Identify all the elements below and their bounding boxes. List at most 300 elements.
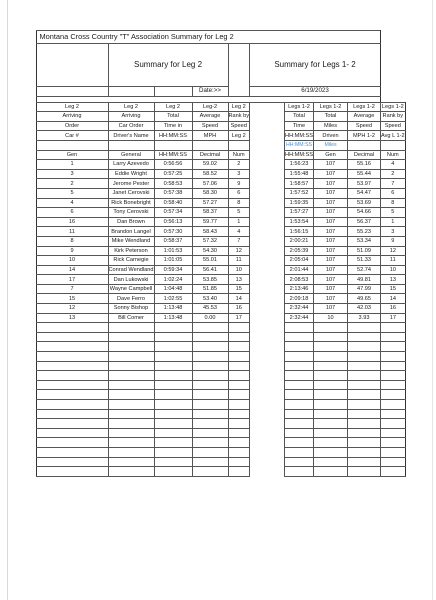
table-cell — [348, 380, 381, 390]
table-cell: Dave Ferro — [108, 294, 154, 304]
blank-left — [10, 150, 36, 160]
table-cell: Dan Brown — [108, 217, 154, 227]
spacer — [228, 44, 250, 87]
table-cell — [348, 419, 381, 429]
table-cell: Leg 2 — [228, 131, 250, 141]
table-cell: 16 — [228, 304, 250, 314]
table-row — [10, 275, 405, 285]
spacer — [250, 198, 285, 208]
blank-left — [10, 447, 36, 457]
blank-left — [10, 256, 36, 266]
table-cell — [154, 361, 192, 371]
table-cell: 2:13:46 — [285, 284, 314, 294]
table-cell — [36, 428, 108, 438]
table-cell: Legs 1-2 — [348, 102, 381, 112]
empty-row — [10, 342, 405, 352]
table-cell — [381, 447, 406, 457]
table-row — [10, 294, 405, 304]
table-cell — [285, 400, 314, 410]
table-cell: 6 — [381, 188, 406, 198]
empty-row — [10, 457, 405, 467]
spacer — [250, 112, 285, 122]
table-cell: 51.33 — [348, 256, 381, 266]
table-cell: 14 — [381, 294, 406, 304]
spacer — [250, 188, 285, 198]
table-cell: 49.65 — [348, 294, 381, 304]
blank-left — [10, 246, 36, 256]
blank-left — [10, 400, 36, 410]
table-cell — [228, 140, 250, 150]
table-cell — [348, 342, 381, 352]
table-cell: Leg 2 — [154, 102, 192, 112]
table-cell — [348, 438, 381, 448]
table-cell: 1:55:48 — [285, 169, 314, 179]
table-cell — [192, 323, 228, 333]
table-cell — [285, 419, 314, 429]
blank-left — [10, 284, 36, 294]
table-cell — [285, 428, 314, 438]
summary-sheet — [10, 30, 430, 590]
spacer — [250, 457, 285, 467]
table-cell: 0:58:37 — [154, 236, 192, 246]
table-cell: Speed — [192, 121, 228, 131]
table-cell: 2 — [381, 169, 406, 179]
table-cell — [348, 323, 381, 333]
table-cell: 1 — [36, 160, 108, 170]
table-cell: Leg-2 — [192, 102, 228, 112]
table-cell — [285, 409, 314, 419]
table-cell: Total — [285, 112, 314, 122]
table-cell: 5 — [36, 188, 108, 198]
table-cell: 2:32:44 — [285, 304, 314, 314]
spacer — [250, 390, 285, 400]
table-cell — [381, 457, 406, 467]
table-cell: 17 — [36, 275, 108, 285]
table-cell — [36, 467, 108, 477]
table-cell: 0:56:13 — [154, 217, 192, 227]
table-cell: Bill Comer — [108, 313, 154, 323]
table-cell — [36, 390, 108, 400]
table-cell: Legs 1-2 — [285, 102, 314, 112]
table-cell: 7 — [228, 236, 250, 246]
table-cell — [285, 467, 314, 477]
empty-row — [10, 419, 405, 429]
empty-row — [10, 438, 405, 448]
table-cell — [36, 419, 108, 429]
table-row — [10, 227, 405, 237]
table-cell — [314, 457, 348, 467]
table-cell: 1:13:48 — [154, 304, 192, 314]
table-cell — [381, 342, 406, 352]
table-cell: Speed — [381, 121, 406, 131]
table-cell — [154, 390, 192, 400]
table-cell — [228, 390, 250, 400]
table-cell — [381, 352, 406, 362]
table-cell: 54.30 — [192, 246, 228, 256]
table-cell: 14 — [36, 265, 108, 275]
table-cell — [228, 447, 250, 457]
table-cell — [192, 342, 228, 352]
table-cell — [192, 140, 228, 150]
empty-row — [10, 409, 405, 419]
table-cell: General — [108, 150, 154, 160]
table-cell: 2:00:21 — [285, 236, 314, 246]
spacer — [250, 332, 285, 342]
table-cell: MPH — [192, 131, 228, 141]
table-cell: 0:57:25 — [154, 169, 192, 179]
table-cell — [108, 428, 154, 438]
table-cell: 57.27 — [192, 198, 228, 208]
table-cell: 107 — [314, 217, 348, 227]
blank-left — [10, 352, 36, 362]
spacer — [250, 160, 285, 170]
table-cell: 107 — [314, 256, 348, 266]
table-cell: 8 — [228, 198, 250, 208]
table-cell: 4 — [381, 160, 406, 170]
table-cell — [192, 409, 228, 419]
table-cell — [192, 390, 228, 400]
spacer — [250, 438, 285, 448]
table-cell — [192, 457, 228, 467]
empty-row — [10, 380, 405, 390]
table-cell — [108, 409, 154, 419]
spacer — [250, 121, 285, 131]
table-cell — [285, 361, 314, 371]
table-cell: 9 — [36, 246, 108, 256]
blank-left — [10, 275, 36, 285]
column-header-row — [10, 150, 405, 160]
table-cell — [228, 323, 250, 333]
table-cell — [285, 457, 314, 467]
table-cell — [228, 342, 250, 352]
blank-left — [10, 342, 36, 352]
table-cell: 8 — [381, 198, 406, 208]
table-cell: Total — [314, 112, 348, 122]
spacer — [250, 294, 285, 304]
spacer — [250, 313, 285, 323]
table-cell — [314, 409, 348, 419]
table-cell — [381, 323, 406, 333]
table-cell — [285, 390, 314, 400]
header-row — [10, 121, 405, 131]
table-cell: 12 — [381, 246, 406, 256]
table-cell: 47.99 — [348, 284, 381, 294]
table-cell — [228, 467, 250, 477]
table-cell: Rick Bonebright — [108, 198, 154, 208]
table-cell: Average — [192, 112, 228, 122]
table-cell — [314, 323, 348, 333]
table-cell: 12 — [36, 304, 108, 314]
table-cell: Gen — [314, 150, 348, 160]
table-cell — [192, 419, 228, 429]
table-cell — [314, 438, 348, 448]
table-cell — [314, 380, 348, 390]
table-cell — [36, 352, 108, 362]
table-cell — [228, 400, 250, 410]
table-cell — [348, 428, 381, 438]
table-cell — [285, 323, 314, 333]
table-row — [10, 198, 405, 208]
table-cell: Eddie Wright — [108, 169, 154, 179]
table-cell: 11 — [381, 256, 406, 266]
table-cell — [36, 332, 108, 342]
blank-left — [10, 323, 36, 333]
table-cell: 107 — [314, 284, 348, 294]
blank-left — [10, 169, 36, 179]
table-cell: 107 — [314, 304, 348, 314]
table-cell: 16 — [36, 217, 108, 227]
table-cell — [108, 380, 154, 390]
table-cell: 2 — [228, 160, 250, 170]
spacer — [250, 169, 285, 179]
table-cell: 13 — [381, 275, 406, 285]
table-cell: 53.85 — [192, 275, 228, 285]
blank-left — [10, 121, 36, 131]
blank-left — [10, 236, 36, 246]
table-cell: 1:58:57 — [285, 179, 314, 189]
spacer — [250, 236, 285, 246]
blank-left — [10, 160, 36, 170]
table-cell — [192, 467, 228, 477]
summary-legs12-heading: Summary for Legs 1- 2 — [250, 44, 381, 87]
table-cell: 59.77 — [192, 217, 228, 227]
table-cell: 55.01 — [192, 256, 228, 266]
table-cell: 11 — [228, 256, 250, 266]
table-cell: 1:57:27 — [285, 208, 314, 218]
table-cell: Arriving — [36, 112, 108, 122]
table-cell: 10 — [36, 256, 108, 266]
table-cell — [108, 323, 154, 333]
table-cell: 0.00 — [192, 313, 228, 323]
empty-row — [10, 352, 405, 362]
table-cell: 6 — [36, 208, 108, 218]
table-cell: Speed — [348, 121, 381, 131]
table-cell — [192, 400, 228, 410]
table-cell: HH:MM:SS — [154, 131, 192, 141]
blank-left — [10, 390, 36, 400]
table-cell: Wayne Campbell — [109, 286, 153, 293]
empty-row — [10, 390, 405, 400]
table-cell — [154, 447, 192, 457]
blank-left — [10, 44, 36, 87]
table-cell: Larry Azevedo — [108, 160, 154, 170]
table-cell — [108, 342, 154, 352]
table-cell — [314, 447, 348, 457]
table-cell: Tony Cerovski — [108, 208, 154, 218]
table-row — [10, 246, 405, 256]
table-cell — [314, 361, 348, 371]
table-cell — [285, 371, 314, 381]
table-cell — [285, 352, 314, 362]
blank-cell — [108, 87, 154, 97]
table-cell: 55.23 — [348, 227, 381, 237]
blank-left — [10, 227, 36, 237]
table-cell: 42.03 — [348, 304, 381, 314]
table-cell: 15 — [228, 284, 250, 294]
table-cell — [314, 400, 348, 410]
table-row — [10, 284, 405, 294]
table-cell — [381, 428, 406, 438]
blank-corner — [10, 31, 36, 44]
units-row — [10, 140, 405, 150]
table-cell: Time in — [154, 121, 192, 131]
table-cell: 16 — [381, 304, 406, 314]
table-cell: 51.85 — [192, 284, 228, 294]
empty-row — [10, 332, 405, 342]
table-cell: Miles — [314, 121, 348, 131]
table-row — [10, 236, 405, 246]
table-cell — [228, 380, 250, 390]
table-cell: Driver's Name — [108, 131, 154, 141]
table-cell: 10 — [381, 265, 406, 275]
table-cell: 1:53:54 — [285, 217, 314, 227]
table-cell: Rank by — [381, 112, 406, 122]
table-cell — [285, 447, 314, 457]
spacer — [250, 304, 285, 314]
table-cell: 55.44 — [348, 169, 381, 179]
spacer — [250, 361, 285, 371]
table-cell — [192, 447, 228, 457]
table-cell: 107 — [314, 160, 348, 170]
table-cell: Avg L 1-2 — [381, 132, 405, 139]
spacer — [250, 447, 285, 457]
table-cell: 2:09:18 — [285, 294, 314, 304]
table-cell: 54.47 — [348, 188, 381, 198]
blank-left — [10, 179, 36, 189]
table-cell: 107 — [314, 198, 348, 208]
table-cell: 6 — [228, 188, 250, 198]
sheet-title: Montana Cross Country "T" Association Summary for Leg 2 — [36, 31, 381, 44]
table-cell — [314, 371, 348, 381]
spacer — [250, 428, 285, 438]
blank-cell — [154, 87, 192, 97]
spacer — [250, 371, 285, 381]
table-cell: HH:MM:SS — [286, 142, 312, 149]
table-row — [10, 313, 405, 323]
table-cell: Num — [228, 150, 250, 160]
spacer — [250, 352, 285, 362]
table-cell: Leg 2 — [108, 102, 154, 112]
spacer — [250, 380, 285, 390]
table-cell — [108, 419, 154, 429]
empty-row — [10, 447, 405, 457]
table-cell: 49.81 — [348, 275, 381, 285]
table-cell: 0:57:38 — [154, 188, 192, 198]
blank-cell — [36, 44, 108, 87]
table-cell: 107 — [314, 236, 348, 246]
table-cell: 45.53 — [192, 304, 228, 314]
blank-cell — [36, 87, 108, 97]
table-cell: 1:13:48 — [154, 313, 192, 323]
table-cell: Miles — [314, 140, 348, 150]
spacer — [250, 342, 285, 352]
table-cell: 1 — [228, 217, 250, 227]
table-row — [10, 304, 405, 314]
blank-left — [10, 217, 36, 227]
table-cell: 13 — [36, 313, 108, 323]
table-cell: 54.66 — [348, 208, 381, 218]
table-cell: 5 — [381, 208, 406, 218]
table-cell: 2:32:44 — [285, 313, 314, 323]
table-cell — [228, 332, 250, 342]
blank-left — [10, 457, 36, 467]
blank-left — [10, 294, 36, 304]
table-cell: HH:MM:SS — [285, 151, 313, 158]
spacer — [250, 275, 285, 285]
empty-row — [10, 400, 405, 410]
table-cell: Driven — [314, 131, 348, 141]
table-cell — [348, 371, 381, 381]
table-cell — [154, 419, 192, 429]
table-cell: 3 — [228, 169, 250, 179]
table-cell: 57.06 — [192, 179, 228, 189]
table-cell — [192, 361, 228, 371]
table-cell: 1:01:05 — [154, 256, 192, 266]
blank-left — [10, 361, 36, 371]
table-cell: 56.41 — [192, 265, 228, 275]
table-cell — [348, 447, 381, 457]
table-cell — [36, 323, 108, 333]
table-cell: 1:02:24 — [154, 275, 192, 285]
spacer — [250, 150, 285, 160]
table-cell — [314, 352, 348, 362]
table-cell: 1:59:35 — [285, 198, 314, 208]
table-row — [10, 208, 405, 218]
table-cell: Jerome Pester — [108, 179, 154, 189]
table-cell — [108, 390, 154, 400]
table-cell: 52.74 — [348, 265, 381, 275]
blank-left — [10, 419, 36, 429]
blank-left — [10, 131, 36, 141]
table-cell — [228, 419, 250, 429]
table-cell — [228, 457, 250, 467]
blank-left — [10, 428, 36, 438]
page-left-edge — [7, 0, 8, 600]
table-cell: Num — [381, 150, 406, 160]
table-cell: 2:01:44 — [285, 265, 314, 275]
table-cell: 0:58:53 — [154, 179, 192, 189]
table-cell: 53.97 — [348, 179, 381, 189]
table-cell — [314, 428, 348, 438]
table-cell — [381, 409, 406, 419]
table-cell — [314, 467, 348, 477]
table-cell — [36, 371, 108, 381]
table-cell: 58.30 — [192, 188, 228, 198]
table-cell — [381, 467, 406, 477]
table-cell: 1 — [381, 217, 406, 227]
table-cell: 51.09 — [348, 246, 381, 256]
table-cell — [348, 361, 381, 371]
table-cell: 107 — [314, 188, 348, 198]
table-cell — [154, 140, 192, 150]
table-cell — [154, 371, 192, 381]
table-cell — [192, 438, 228, 448]
header-row — [10, 102, 405, 112]
table-cell — [108, 457, 154, 467]
spacer — [250, 400, 285, 410]
table-cell: 1:02:55 — [154, 294, 192, 304]
table-cell — [381, 390, 406, 400]
blank-left — [10, 112, 36, 122]
table-cell: 55.16 — [348, 160, 381, 170]
table-cell — [154, 438, 192, 448]
table-cell: 1:56:15 — [285, 227, 314, 237]
spacer — [250, 227, 285, 237]
table-cell: Brandon Langel — [108, 227, 154, 237]
table-cell: 1:57:52 — [285, 188, 314, 198]
header-row — [10, 131, 405, 141]
table-cell — [154, 457, 192, 467]
